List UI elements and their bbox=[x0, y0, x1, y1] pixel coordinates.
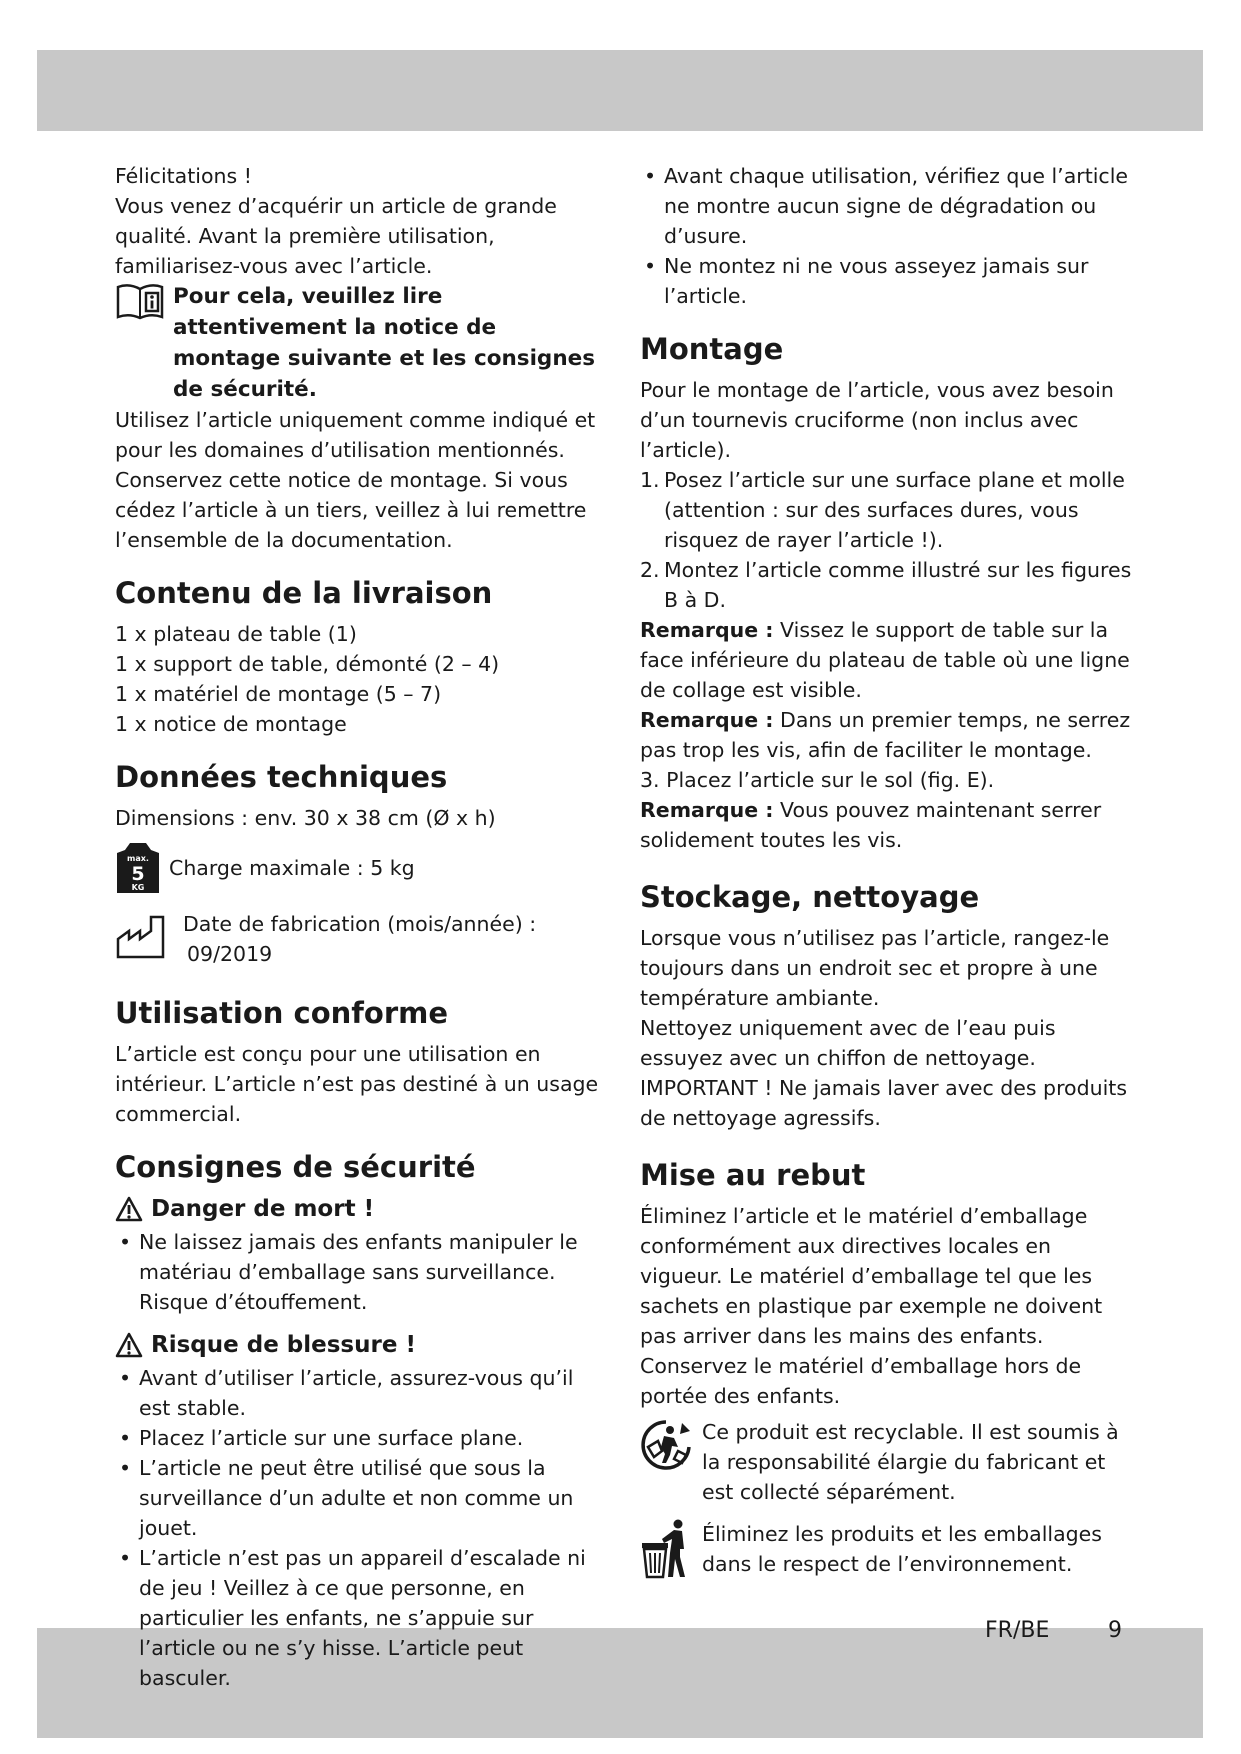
bin-row bbox=[640, 1519, 1135, 1585]
note-label: Remarque : bbox=[640, 618, 774, 642]
contents-heading: Contenu de la livraison bbox=[115, 576, 493, 610]
danger-heading bbox=[115, 1193, 610, 1225]
manufacture-date-value: 09/2019 bbox=[187, 942, 273, 966]
injury-heading bbox=[115, 1329, 610, 1361]
assembly-note bbox=[640, 795, 1135, 855]
note-text: Vous pouvez maintenant serrer solidement toutes les vis. bbox=[640, 798, 1102, 852]
danger-heading-text: Danger de mort ! bbox=[151, 1196, 375, 1222]
warning-icon bbox=[115, 1332, 143, 1358]
weight-icon bbox=[115, 837, 161, 899]
assembly-note bbox=[640, 615, 1135, 705]
disposal-heading: Mise au rebut bbox=[640, 1158, 866, 1192]
list-item: • Avant d’utiliser l’article, assurez-vous qu’il est stable. bbox=[115, 1363, 610, 1423]
injury-list-continued bbox=[640, 161, 1135, 311]
step-text: Montez l’article comme illustré sur les figures B à D. bbox=[664, 558, 1132, 612]
safety-heading: Consignes de sécurité bbox=[115, 1150, 476, 1184]
assembly-steps bbox=[640, 465, 1135, 615]
step-text: Posez l’article sur une surface plane et molle (attention : sur des surfaces dures, vous risquez de rayer l’article !). bbox=[664, 468, 1125, 552]
footer-language: FR/BE bbox=[985, 1618, 1050, 1643]
assembly-step bbox=[640, 555, 1135, 615]
list-item: • Ne montez ni ne vous asseyez jamais sur l’article. bbox=[640, 251, 1135, 311]
intended-use-text: L’article est conçu pour une utilisation en intérieur. L’article n’est pas destiné à un usage commercial. bbox=[115, 1042, 599, 1126]
assembly-intro: Pour le montage de l’article, vous avez besoin d’un tournevis cruciforme (non inclus avec l’article). bbox=[640, 378, 1114, 462]
manufacture-date bbox=[183, 909, 536, 969]
contents-item: 1 x plateau de table (1) bbox=[115, 622, 357, 646]
assembly-heading: Montage bbox=[640, 332, 784, 366]
recycle-row bbox=[640, 1417, 1135, 1507]
read-notice-box bbox=[115, 281, 610, 405]
left-column bbox=[115, 161, 610, 1693]
factory-icon bbox=[115, 913, 167, 965]
bin-text: Éliminez les produits et les emballages dans le respect de l’environnement. bbox=[702, 1522, 1102, 1576]
disposal-text: Éliminez l’article et le matériel d’emballage conformément aux directives locales en vigueur. Le matériel d’emballage tel que les sachets en plastique par exemple ne doivent pas arriver dans les mains des enfants. Conservez le matériel d’emballage hors de portée des enfants. bbox=[640, 1204, 1103, 1408]
manufacture-date-label: Date de fabrication (mois/année) : bbox=[183, 912, 537, 936]
storage-heading: Stockage, nettoyage bbox=[640, 880, 980, 914]
recycle-icon bbox=[640, 1417, 692, 1477]
warning-icon bbox=[115, 1196, 143, 1222]
storage-text: Lorsque vous n’utilisez pas l’article, rangez-le toujours dans un endroit sec et propre à une température ambiante. bbox=[640, 926, 1110, 1010]
contents-item: 1 x notice de montage bbox=[115, 712, 347, 736]
intended-use-heading: Utilisation conforme bbox=[115, 996, 449, 1030]
injury-list bbox=[115, 1363, 610, 1693]
list-item: • Placez l’article sur une surface plane. bbox=[115, 1423, 610, 1453]
read-manual-icon bbox=[115, 281, 165, 325]
danger-list bbox=[115, 1227, 610, 1317]
note-label: Remarque : bbox=[640, 798, 774, 822]
list-item: • Avant chaque utilisation, vérifiez que l’article ne montre aucun signe de dégradation ou d’usure. bbox=[640, 161, 1135, 251]
tech-heading: Données techniques bbox=[115, 760, 448, 794]
intro-text: Vous venez d’acquérir un article de grande qualité. Avant la première utilisation, familiarisez-vous avec l’article. bbox=[115, 194, 557, 278]
assembly-step bbox=[640, 465, 1135, 555]
contents-item: 1 x matériel de montage (5 – 7) bbox=[115, 682, 442, 706]
weight-icon-value: 5 bbox=[131, 863, 145, 885]
max-load-row bbox=[115, 837, 610, 899]
list-item: • L’article ne peut être utilisé que sous la surveillance d’un adulte et non comme un jouet. bbox=[115, 1453, 610, 1543]
trash-bin-icon bbox=[640, 1519, 692, 1585]
note-text: Dans un premier temps, ne serrez pas trop les vis, afin de faciliter le montage. bbox=[640, 708, 1131, 762]
page-number: 9 bbox=[1108, 1618, 1122, 1643]
manufacture-date-row bbox=[115, 909, 610, 969]
right-column bbox=[640, 161, 1135, 1585]
injury-heading-text: Risque de blessure ! bbox=[151, 1332, 416, 1358]
usage-text: Utilisez l’article uniquement comme indiqué et pour les domaines d’utilisation mentionnés. Conservez cette notice de montage. Si vous cédez l’article à un tiers, veillez à lui remettre l’ensemble de la documentation. bbox=[115, 408, 596, 552]
header-band bbox=[37, 50, 1203, 131]
note-label: Remarque : bbox=[640, 708, 774, 732]
greeting: Félicitations ! bbox=[115, 164, 252, 188]
recycle-text: Ce produit est recyclable. Il est soumis à la responsabilité élargie du fabricant et est collecté séparément. bbox=[702, 1420, 1119, 1504]
step-number: 2. bbox=[640, 558, 660, 582]
max-load: Charge maximale : 5 kg bbox=[169, 856, 415, 880]
weight-icon-unit: KG bbox=[131, 883, 145, 892]
contents-item: 1 x support de table, démonté (2 – 4) bbox=[115, 652, 500, 676]
read-notice-text: Pour cela, veuillez lire attentivement la notice de montage suivante et les consignes de sécurité. bbox=[173, 284, 596, 402]
note-text: Vissez le support de table sur la face inférieure du plateau de table où une ligne de collage est visible. bbox=[640, 618, 1130, 702]
list-item: • Ne laissez jamais des enfants manipuler le matériau d’emballage sans surveillance. Risque d’étouffement. bbox=[115, 1227, 610, 1317]
dimensions: Dimensions : env. 30 x 38 cm (Ø x h) bbox=[115, 806, 496, 830]
assembly-step-3: 3. Placez l’article sur le sol (fig. E). bbox=[640, 768, 995, 792]
weight-icon-label: max. bbox=[127, 854, 149, 863]
step-number: 1. bbox=[640, 468, 660, 492]
list-item: • L’article n’est pas un appareil d’escalade ni de jeu ! Veillez à ce que personne, en particulier les enfants, ne s’appuie sur l’article ou ne s’y hisse. L’article peut basculer. bbox=[115, 1543, 610, 1693]
cleaning-warning: IMPORTANT ! Ne jamais laver avec des produits de nettoyage agressifs. bbox=[640, 1076, 1128, 1130]
assembly-note bbox=[640, 705, 1135, 765]
cleaning-text: Nettoyez uniquement avec de l’eau puis essuyez avec un chiffon de nettoyage. bbox=[640, 1016, 1056, 1070]
